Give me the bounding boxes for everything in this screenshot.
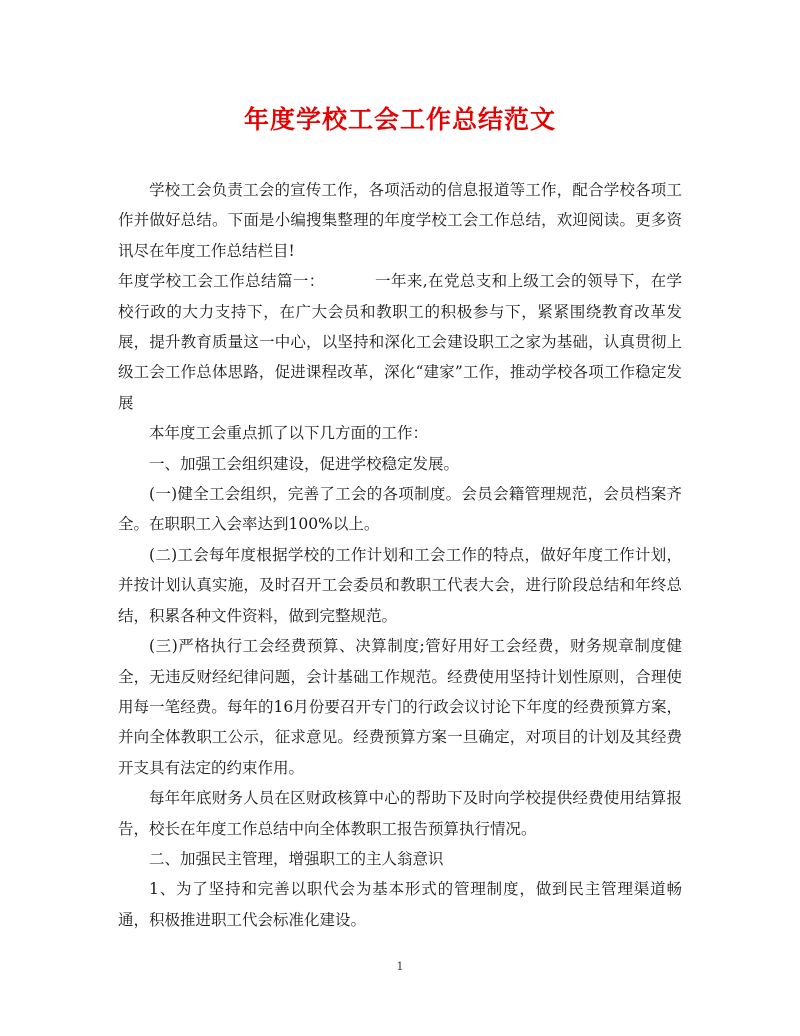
section-heading-1: 一、加强工会组织建设，促进学校稳定发展。 (149, 454, 460, 473)
document-title: 年度学校工会工作总结范文 (243, 105, 556, 134)
page-number: 1 (396, 960, 404, 973)
article-paragraph (118, 266, 682, 418)
section-heading-2: 二、加强民主管理，增强职工的主人翁意识 (149, 849, 444, 868)
article-label: 年度学校工会工作总结篇一： (118, 272, 325, 291)
point-paragraph-1: 1、为了坚持和完善以职代会为基本形式的管理制度，做到民主管理渠道畅通，积极推进职工代会标准化建设。 (118, 880, 682, 929)
focus-paragraph: 本年度工会重点抓了以下几方面的工作： (149, 424, 429, 443)
item-paragraph-3: (三)严格执行工会经费预算、决算制度;管好用好工会经费，财务规章制度健全，无违反财经纪律问题，会计基础工作规范。经费使用坚持计划性原则，合理使用每一笔经费。每年的16月份要召开专门的行政会议讨论下年度的经费预算方案，并向全体教职工公示，征求意见。经费预算方案一旦确定，对项目的计划及其经费开支具有法定的约束作用。 (118, 637, 682, 777)
item-paragraph-1: (一)健全工会组织，完善了工会的各项制度。会员会籍管理规范，会员档案齐全。在职职工入会率达到100%以上。 (118, 485, 682, 534)
document-body (118, 175, 682, 935)
article-start-text: 一年来,在党总支和上级工会的领导下，在学校行政的大力支持下，在广大会员和教职工的积极参与下，紧紧围绕教育改革发展，提升教育质量这一中心，以坚持和深化工会建设职工之家为基础，认真贯彻上级工会工作总体思路，促进课程改革，深化“建家”工作，推动学校各项工作稳定发展 (118, 272, 682, 412)
item-paragraph-2: (二)工会每年度根据学校的工作计划和工会工作的特点，做好年度工作计划，并按计划认真实施，及时召开工会委员和教职工代表大会，进行阶段总结和年终总结，积累各种文件资料，做到完整规范。 (118, 545, 682, 625)
finance-paragraph: 每年年底财务人员在区财政核算中心的帮助下及时向学校提供经费使用结算报告，校长在年度工作总结中向全体教职工报告预算执行情况。 (118, 789, 682, 838)
intro-paragraph: 学校工会负责工会的宣传工作，各项活动的信息报道等工作，配合学校各项工作并做好总结。下面是小编搜集整理的年度学校工会工作总结，欢迎阅读。更多资讯尽在年度工作总结栏目! (118, 181, 682, 260)
